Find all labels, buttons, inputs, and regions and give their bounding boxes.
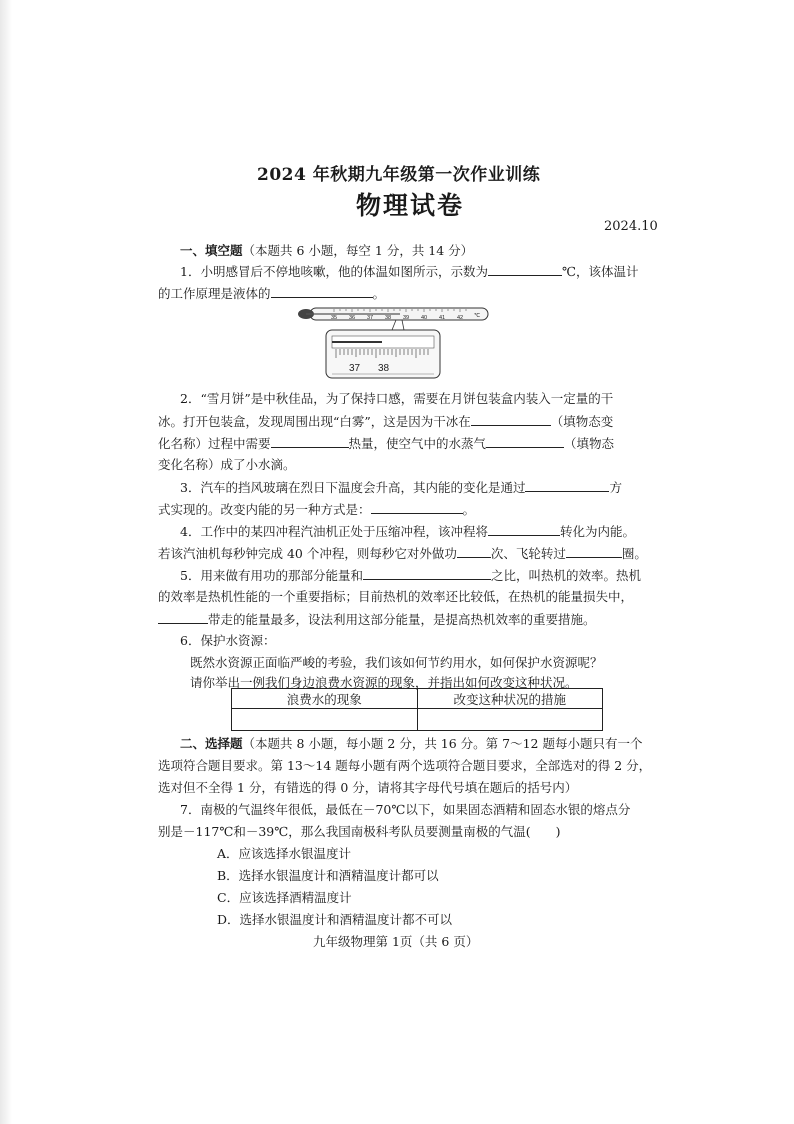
q4-text-d: 次、飞轮转过 — [490, 546, 566, 561]
q2-blank-3[interactable] — [486, 435, 564, 448]
q5-line3 — [158, 611, 596, 627]
table-header-phenomenon: 浪费水的现象 — [232, 689, 418, 709]
subject-title: 物理试卷 — [356, 191, 465, 220]
q5-line1 — [180, 567, 641, 583]
q4-blank-2[interactable] — [457, 545, 491, 558]
q7-option-b[interactable]: B．选择水银温度计和酒精温度计都可以 — [217, 868, 439, 883]
thermometer-figure — [296, 302, 492, 382]
q5-line2: 的效率是热机性能的一个重要指标；目前热机的效率还比较低，在热机的能量损失中， — [158, 589, 634, 604]
q5-text-b: 之比，叫热机的效率。热机 — [490, 568, 641, 583]
section2-line1 — [180, 736, 642, 751]
q3-text-a: 3．汽车的挡风玻璃在烈日下温度会升高，其内能的变化是通过 — [180, 480, 526, 495]
q1-text-b: ℃，该体温计 — [561, 264, 639, 279]
scale-label: 42 — [457, 315, 464, 321]
section1-header — [180, 243, 473, 258]
section2-heading: 二、选择题 — [180, 736, 243, 751]
unit-label: ℃ — [474, 313, 481, 319]
q2-text-c: 化名称）过程中需要 — [158, 436, 271, 451]
q4-line2 — [158, 545, 647, 561]
scale-label: 37 — [367, 315, 374, 321]
q4-blank-1[interactable] — [488, 523, 560, 536]
scale-label: 35 — [331, 315, 338, 321]
q1-blank-1[interactable] — [488, 263, 562, 276]
q5-blank-1[interactable] — [363, 567, 491, 580]
q1-text-a: 1．小明感冒后不停地咳嗽，他的体温如图所示，示数为 — [180, 264, 488, 279]
q3-text-c: 式实现的。改变内能的另一种方式是： — [158, 502, 371, 517]
q1-text-d: 。 — [372, 286, 386, 301]
q2-text-e: （填物态 — [564, 436, 615, 451]
section2-line2: 选项符合题目要求。第 13～14 题每小题有两个选项符合题目要求，全部选对的得 2 分， — [158, 758, 652, 773]
zoom-view — [326, 330, 440, 378]
q2-text-a: 冰。打开包装盒，发现周围出现“白雾”，这是因为干冰在 — [158, 414, 471, 429]
q2-text-d: 热量，使空气中的水蒸气 — [348, 436, 487, 451]
table-cell-measure-answer[interactable] — [417, 709, 603, 731]
q4-blank-3[interactable] — [566, 545, 622, 558]
q6-line2: 既然水资源正面临严峻的考验，我们该如何节约用水，如何保护水资源呢？ — [190, 655, 603, 670]
q7-line1: 7．南极的气温终年很低，最低在－70℃以下，如果固态酒精和固态水银的熔点分 — [180, 802, 631, 817]
q6-line1: 6．保护水资源： — [180, 633, 276, 648]
q3-line2 — [158, 501, 475, 517]
q2-blank-2[interactable] — [271, 435, 349, 448]
q3-blank-1[interactable] — [525, 479, 609, 492]
q3-text-d: 。 — [462, 502, 476, 517]
q7-option-a[interactable]: A．应该选择水银温度计 — [217, 846, 352, 861]
q3-text-b: 方 — [609, 480, 622, 495]
scale-label: 40 — [421, 315, 428, 321]
page-footer: 九年级物理第 1页（共 6 页） — [313, 934, 479, 949]
scale-label: 39 — [403, 315, 410, 321]
q7-option-d[interactable]: D．选择水银温度计和酒精温度计都不可以 — [217, 912, 453, 927]
zoom-label: 37 — [349, 363, 361, 374]
section1-note: （本题共 6 小题，每空 1 分，共 14 分） — [242, 243, 474, 258]
q1-line1 — [180, 263, 638, 279]
section2-line3: 选对但不全得 1 分，有错选的得 0 分，请将其字母代号填在题后的括号内） — [158, 780, 578, 795]
q2-line2 — [158, 413, 613, 429]
section2-note: （本题共 8 小题，每小题 2 分，共 16 分。第 7～12 题每小题只有一个 — [242, 736, 643, 751]
q4-text-a: 4．工作中的某四冲程汽油机正处于压缩冲程，该冲程将 — [180, 524, 488, 539]
section1-heading: 一、填空题 — [180, 243, 243, 258]
q1-line2 — [158, 285, 385, 301]
zoom-label: 38 — [378, 363, 390, 374]
water-waste-table — [231, 688, 603, 731]
q2-line3 — [158, 435, 614, 451]
scale-label: 38 — [385, 315, 392, 321]
thermometer-body — [298, 308, 488, 321]
table-header-measure: 改变这种状况的措施 — [417, 689, 603, 709]
q6-line3: 请你举出一例我们身边浪费水资源的现象，并指出如何改变这种状况。 — [190, 675, 578, 690]
q4-text-c: 若该汽油机每秒钟完成 40 个冲程，则每秒它对外做功 — [158, 546, 457, 561]
q5-text-c: 带走的能量最多，设法利用这部分能量，是提高热机效率的重要措施。 — [208, 612, 596, 627]
q5-blank-2[interactable] — [158, 611, 208, 624]
scan-edge-shadow — [0, 0, 12, 1124]
q1-text-c: 的工作原理是液体的 — [158, 286, 271, 301]
q2-line4: 变化名称）成了小水滴。 — [158, 457, 296, 472]
q5-text-a: 5．用来做有用功的那部分能量和 — [180, 568, 363, 583]
exam-title: 2024 年秋期九年级第一次作业训练 — [257, 165, 541, 185]
q2-text-b: （填物态变 — [550, 414, 614, 429]
q4-text-b: 转化为内能。 — [559, 524, 635, 539]
exam-date: 2024.10 — [604, 219, 658, 234]
table-cell-phenomenon-answer[interactable] — [232, 709, 418, 731]
scale-label: 41 — [439, 315, 446, 321]
scale-label: 36 — [349, 315, 356, 321]
callout-line — [392, 320, 396, 330]
q1-blank-2[interactable] — [271, 285, 373, 298]
q2-blank-1[interactable] — [471, 413, 551, 426]
q7-option-c[interactable]: C．应该选择酒精温度计 — [217, 890, 352, 905]
callout-line — [402, 320, 404, 330]
q4-text-e: 圈。 — [621, 546, 647, 561]
q7-line2: 别是－117℃和－39℃，那么我国南极科考队员要测量南极的气温( ) — [158, 824, 561, 839]
q3-blank-2[interactable] — [371, 501, 463, 514]
q3-line1 — [180, 479, 622, 495]
q4-line1 — [180, 523, 635, 539]
q2-line1: 2．“雪月饼”是中秋佳品，为了保持口感，需要在月饼包装盒内装入一定量的干 — [180, 391, 614, 406]
